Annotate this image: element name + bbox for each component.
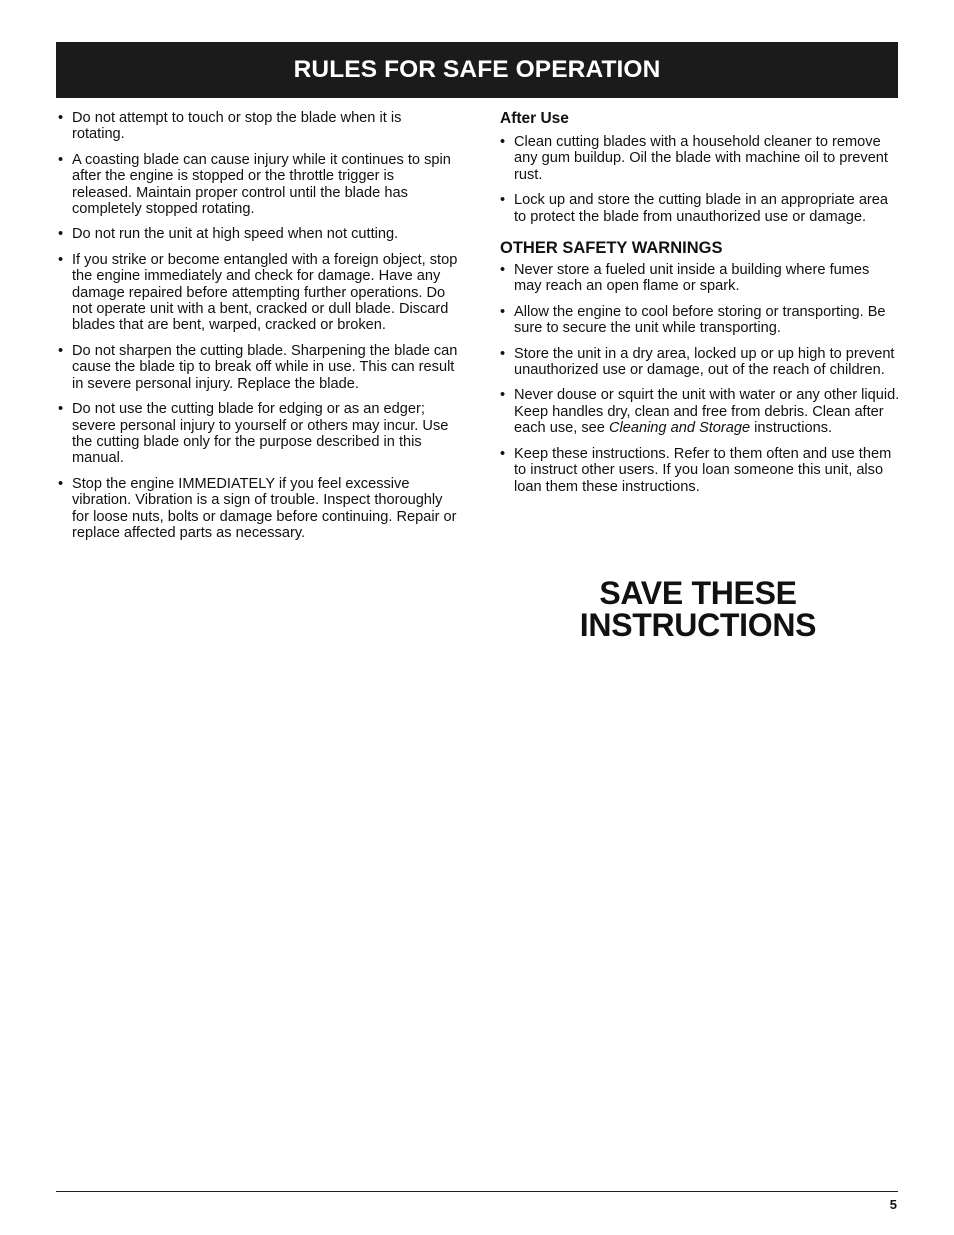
bullet-icon: •: [58, 401, 64, 418]
list-item: • Never store a fueled unit inside a building where fumes may reach an open flame or spark.: [500, 262, 870, 295]
list-item: • Do not run the unit at high speed when not cutting.: [58, 226, 399, 243]
bullet-icon: •: [58, 151, 64, 168]
save-instructions-banner: [548, 577, 848, 641]
bullet-icon: •: [500, 445, 506, 462]
bullet-icon: •: [58, 475, 64, 492]
section-header-bar: [56, 42, 898, 98]
left-bullet-list: [58, 110, 458, 541]
list-item: • If you strike or become entangled with a foreign object, stop the engine immediately and check for damage. Have any damage repaired before attempting further operations. Do not operate unit with a bent, cracked or dull blade. Discard blades that are bent, warped, cracked or broken.: [58, 251, 458, 334]
list-item: • Do not sharpen the cutting blade. Sharpening the blade can cause the blade tip to break off while in use. This can result in severe personal injury. Replace the blade.: [58, 342, 458, 392]
after-use-list: [500, 134, 900, 225]
after-use-heading: After Use: [500, 110, 569, 127]
bullet-icon: •: [500, 134, 506, 150]
list-item: • Keep these instructions. Refer to them often and use them to instruct other users. If you loan someone this unit, also loan them these instructions.: [500, 445, 892, 495]
right-column: [500, 110, 900, 504]
bullet-icon: •: [58, 110, 64, 126]
other-warnings-list: [500, 262, 900, 495]
cleaning-storage-reference: Cleaning and Storage: [608, 420, 751, 437]
list-item: • Allow the engine to cool before storing or transporting. Be sure to secure the unit while transporting.: [500, 303, 886, 337]
list-item: • Do not attempt to touch or stop the blade when it is rotating.: [58, 110, 402, 143]
list-item: • Stop the engine IMMEDIATELY if you feel excessive vibration. Vibration is a sign of trouble. Inspect thoroughly for loose nuts, bolts or damage before continuing. Repair or replace affected parts as necessary.: [58, 475, 457, 541]
list-item: • A coasting blade can cause injury while it continues to spin after the engine is stopped or the throttle trigger is released. Maintain proper control until the blade has completely stopped rotating.: [58, 151, 451, 218]
list-item: • Never douse or squirt the unit with water or any other liquid. Keep handles dry, clean and free from debris. Clean after each use, see Cleaning and Storage instructions.: [500, 387, 900, 437]
bullet-icon: •: [500, 303, 506, 320]
footer-divider: [56, 1191, 898, 1192]
page-number: 5: [889, 1197, 897, 1212]
bullet-icon: •: [500, 387, 506, 404]
save-line-1: SAVE THESE: [599, 575, 797, 611]
page-title: RULES FOR SAFE OPERATION: [293, 56, 661, 83]
bullet-icon: •: [58, 251, 64, 268]
left-column: [58, 110, 458, 550]
list-item: • Clean cutting blades with a household cleaner to remove any gum buildup. Oil the blade with machine oil to prevent rust.: [500, 134, 888, 183]
save-line-2: INSTRUCTIONS: [579, 607, 817, 643]
bullet-icon: •: [58, 226, 64, 243]
bullet-icon: •: [500, 262, 506, 279]
bullet-icon: •: [58, 342, 64, 359]
list-item: • Do not use the cutting blade for edging or as an edger; severe personal injury to yourself or others may incur. Use the cutting blade only for the purpose described in this manual.: [58, 401, 449, 467]
list-item: • Lock up and store the cutting blade in an appropriate area to protect the blade from unauthorized use or damage.: [500, 192, 889, 225]
other-warnings-heading: OTHER SAFETY WARNINGS: [500, 239, 723, 258]
list-item: • Store the unit in a dry area, locked up or up high to prevent unauthorized use or damage, out of the reach of children.: [500, 345, 895, 379]
bullet-icon: •: [500, 192, 506, 209]
bullet-icon: •: [500, 345, 506, 362]
